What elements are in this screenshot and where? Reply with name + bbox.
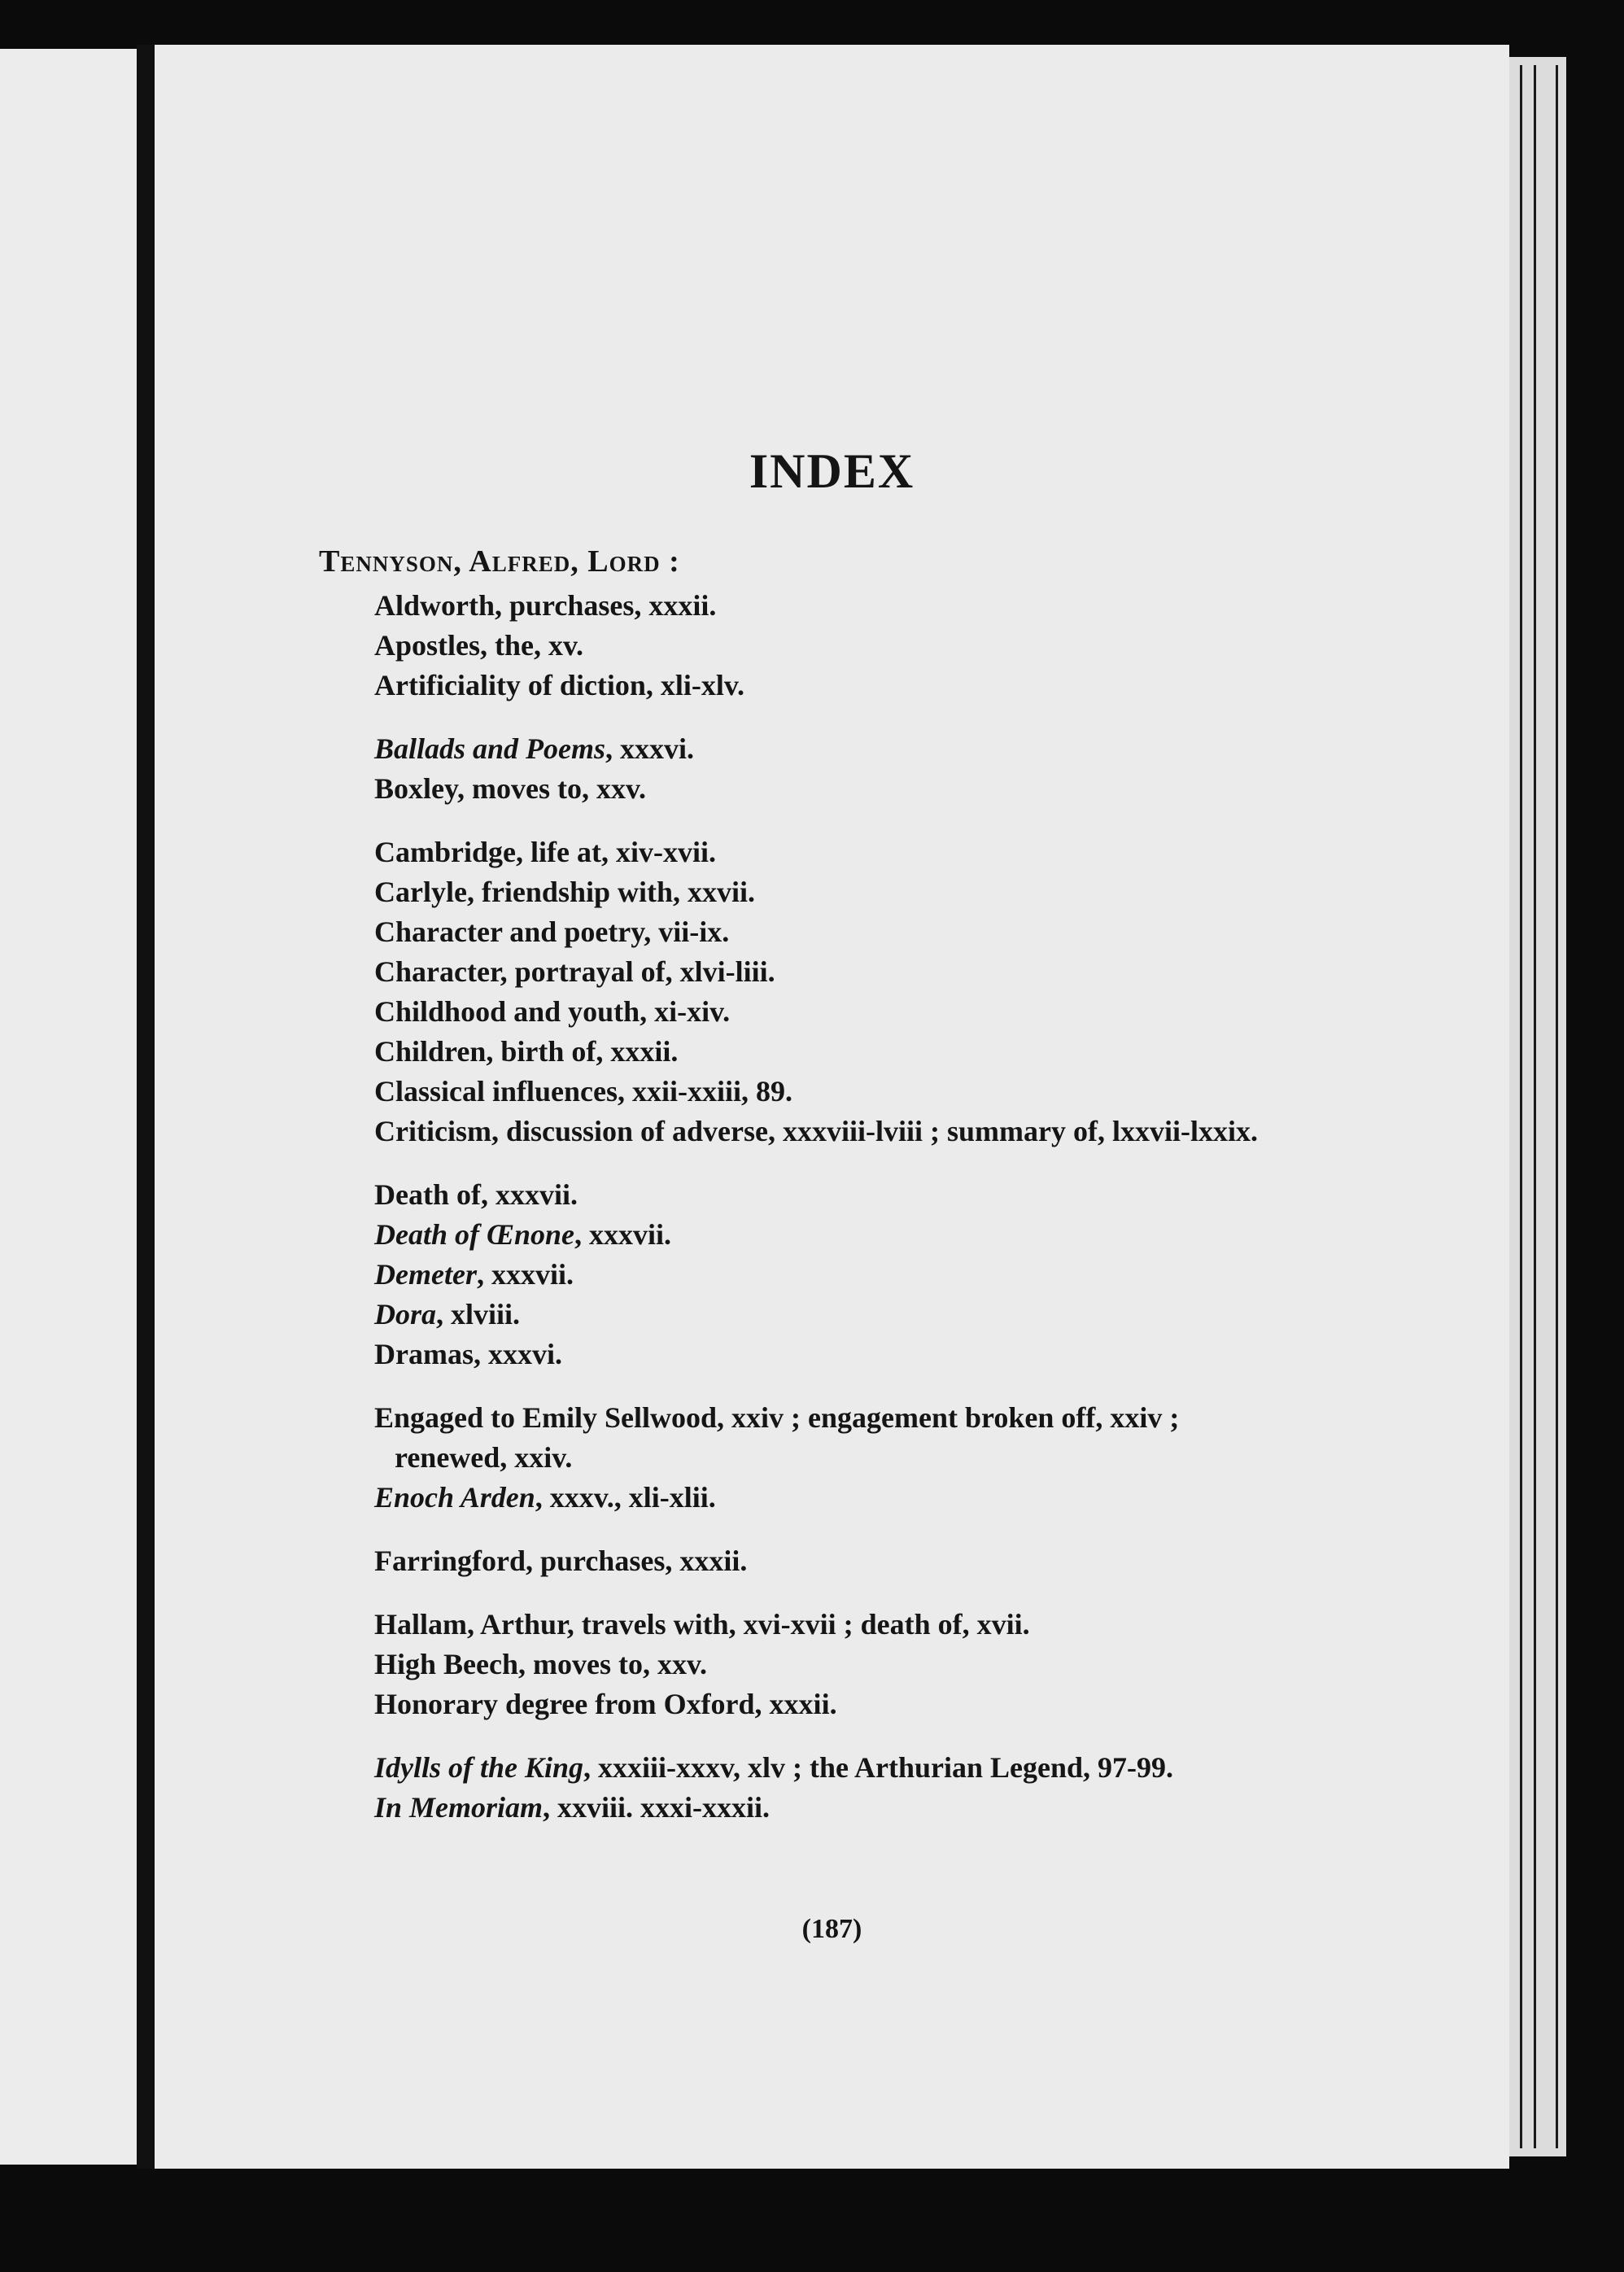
- entry-text: , xxxvii.: [476, 1258, 574, 1291]
- index-entry: [374, 952, 1286, 992]
- entry-text: , xlviii.: [436, 1298, 521, 1330]
- index-entry: [374, 872, 1286, 912]
- entry-text: , xxxvii.: [574, 1218, 672, 1251]
- entry-title: Enoch Arden: [374, 1481, 535, 1514]
- entry-text: Criticism, discussion of adverse, xxxviii-lviii ; summary of, lxxvii-lxxix.: [374, 1115, 1258, 1147]
- index-heading: [319, 544, 680, 579]
- index-entry: [374, 666, 1286, 706]
- entry-title: Death of Œnone: [374, 1218, 574, 1251]
- index-entry: [374, 1748, 1286, 1788]
- entry-text: High Beech, moves to, xxv.: [374, 1648, 707, 1680]
- group-gap: [374, 1581, 1286, 1605]
- index-entry: [374, 1684, 1286, 1724]
- heading-colon: :: [669, 544, 680, 579]
- index-entry: [374, 586, 1286, 626]
- entry-text: Dramas, xxxvi.: [374, 1338, 562, 1370]
- group-gap: [374, 1374, 1286, 1398]
- heading-name: Tennyson, Alfred, Lord: [319, 544, 661, 579]
- entry-text: Carlyle, friendship with, xxvii.: [374, 876, 756, 908]
- index-entry: [374, 626, 1286, 666]
- entry-text: Classical influences, xxii-xxiii, 89.: [374, 1075, 793, 1108]
- index-entry: [374, 1478, 1286, 1518]
- page-number: (187): [801, 1914, 862, 1944]
- index-entry: [374, 1605, 1286, 1645]
- entry-text: Boxley, moves to, xxv.: [374, 772, 646, 805]
- page-title: INDEX: [749, 444, 915, 498]
- entry-text: Apostles, the, xv.: [374, 629, 584, 662]
- group-gap: [374, 1151, 1286, 1175]
- entry-text: , xxxiii-xxxv, xlv ; the Arthurian Legend, 97-99.: [583, 1751, 1174, 1784]
- index-entry: [374, 1032, 1286, 1072]
- book-spine: [137, 45, 155, 2169]
- index-entries: [374, 586, 1286, 1828]
- group-gap: [374, 706, 1286, 729]
- entry-text: Children, birth of, xxxii.: [374, 1035, 679, 1068]
- entry-text: Honorary degree from Oxford, xxxii.: [374, 1688, 837, 1720]
- entry-text: Character and poetry, vii-ix.: [374, 915, 730, 948]
- entry-text: Aldworth, purchases, xxxii.: [374, 589, 717, 622]
- entry-text: Character, portrayal of, xlvi-liii.: [374, 955, 775, 988]
- index-entry: [374, 1072, 1286, 1112]
- page-edge-line: [1520, 65, 1522, 2148]
- index-entry: [374, 1255, 1286, 1295]
- entry-title: Idylls of the King: [374, 1751, 584, 1784]
- entry-text: , xxxvi.: [605, 732, 695, 765]
- entry-text: Engaged to Emily Sellwood, xxiv ; engagement broken off, xxiv ; renewed, xxiv.: [374, 1401, 1180, 1474]
- index-entry: [374, 1788, 1286, 1828]
- index-entry: [374, 912, 1286, 952]
- entry-text: Childhood and youth, xi-xiv.: [374, 995, 731, 1028]
- index-entry: [374, 1645, 1286, 1684]
- group-gap: [374, 1724, 1286, 1748]
- index-entry: [374, 769, 1286, 809]
- entry-text: , xxviii. xxxi-xxxii.: [543, 1791, 771, 1824]
- index-entry: [374, 832, 1286, 872]
- entry-title: Demeter: [374, 1258, 477, 1291]
- index-entry: [374, 1112, 1286, 1151]
- entry-text: Hallam, Arthur, travels with, xvi-xvii ; death of, xvii.: [374, 1608, 1030, 1641]
- entry-text: , xxxv., xli-xlii.: [535, 1481, 716, 1514]
- entry-text: Artificiality of diction, xli-xlv.: [374, 669, 744, 701]
- index-entry: [374, 1215, 1286, 1255]
- entry-text: Cambridge, life at, xiv-xvii.: [374, 836, 716, 868]
- index-entry: [374, 1398, 1286, 1478]
- page-edge-line: [1556, 65, 1558, 2148]
- entry-text: Farringford, purchases, xxxii.: [374, 1545, 748, 1577]
- group-gap: [374, 1518, 1286, 1541]
- page-edge-line: [1534, 65, 1536, 2148]
- index-entry: [374, 729, 1286, 769]
- entry-title: Dora: [374, 1298, 437, 1330]
- entry-title: Ballads and Poems: [374, 732, 606, 765]
- index-entry: [374, 1335, 1286, 1374]
- entry-text: Death of, xxxvii.: [374, 1178, 578, 1211]
- facing-page: [0, 49, 137, 2165]
- group-gap: [374, 809, 1286, 832]
- index-entry: [374, 992, 1286, 1032]
- index-entry: [374, 1295, 1286, 1335]
- index-entry: [374, 1175, 1286, 1215]
- index-entry: [374, 1541, 1286, 1581]
- entry-title: In Memoriam: [374, 1791, 544, 1824]
